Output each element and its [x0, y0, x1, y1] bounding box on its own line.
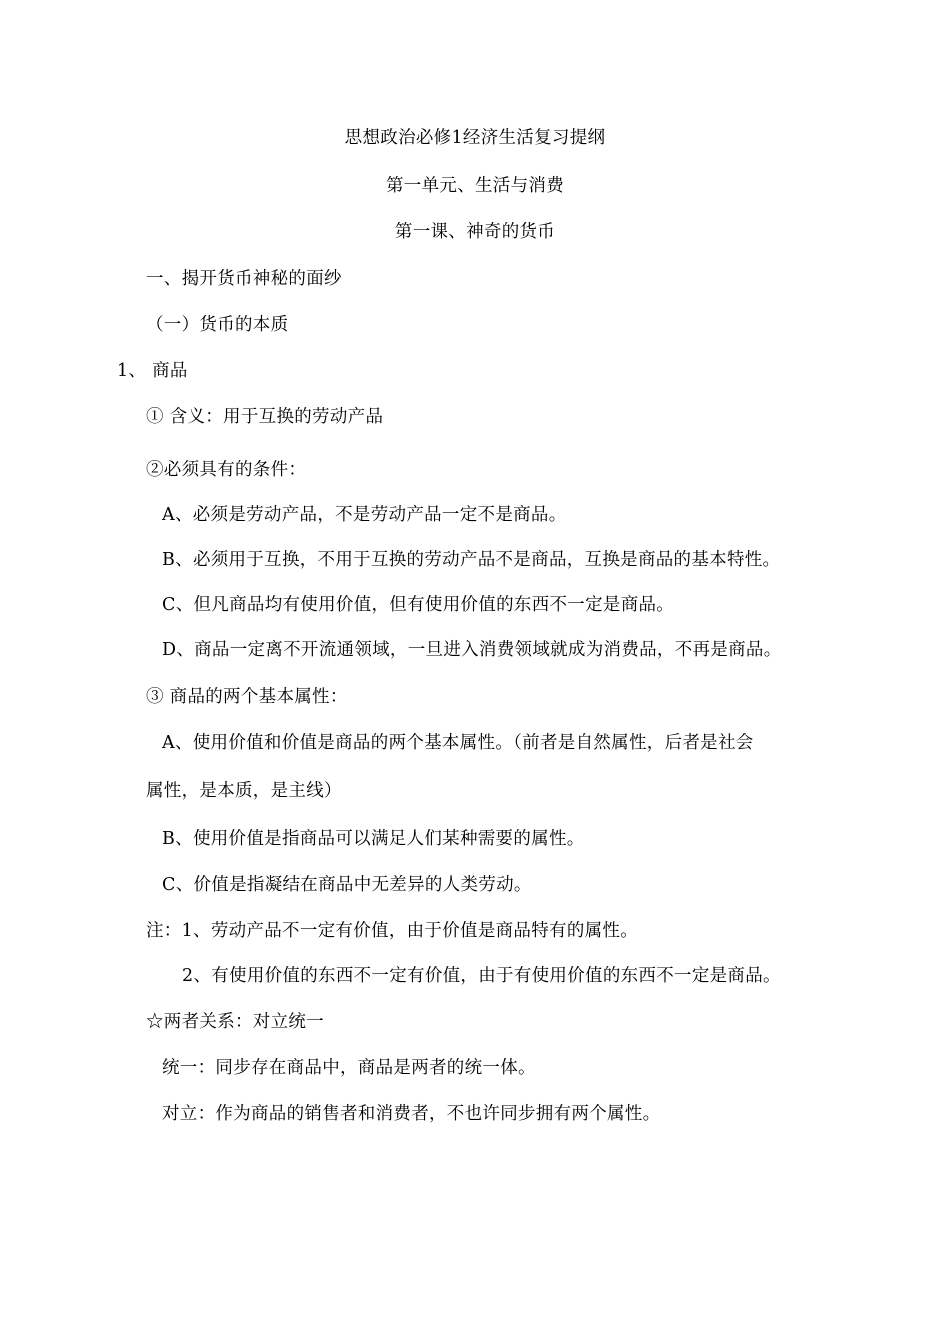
note-1: 注：1、劳动产品不一定有价值，由于价值是商品特有的属性。	[146, 921, 639, 941]
lesson-heading: 第一课、神奇的货币	[394, 222, 556, 242]
point-conditions: ②必须具有的条件：	[146, 460, 307, 480]
relation-title: ☆两者关系：对立统一	[146, 1012, 324, 1032]
attribute-b: B、使用价值是指商品可以满足人们某种需要的属性。	[162, 829, 585, 849]
document-title: 思想政治必修1经济生活复习提纲	[344, 128, 606, 148]
point-attributes: ③ 商品的两个基本属性：	[146, 687, 348, 707]
section-heading: 一、揭开货币神秘的面纱	[146, 269, 342, 289]
subsection-heading: （一）货币的本质	[146, 315, 289, 335]
unit-heading: 第一单元、生活与消费	[386, 176, 564, 196]
attribute-c: C、价值是指凝结在商品中无差异的人类劳动。	[162, 875, 532, 895]
condition-c: C、但凡商品均有使用价值，但有使用价值的东西不一定是商品。	[162, 595, 675, 615]
list-item-commodity: 1、 商品	[117, 361, 188, 381]
condition-a: A、必须是劳动产品，不是劳动产品一定不是商品。	[162, 505, 567, 525]
point-definition: ① 含义：用于互换的劳动产品	[146, 407, 384, 427]
note-2: 2、有使用价值的东西不一定有价值，由于有使用价值的东西不一定是商品。	[182, 966, 781, 986]
condition-b: B、必须用于互换，不用于互换的劳动产品不是商品，互换是商品的基本特性。	[162, 550, 781, 570]
relation-opposition: 对立：作为商品的销售者和消费者，不也许同步拥有两个属性。	[162, 1104, 661, 1124]
attribute-a-line1: A、使用价值和价值是商品的两个基本属性。（前者是自然属性，后者是社会	[162, 733, 754, 753]
attribute-a-line2: 属性，是本质，是主线）	[146, 781, 342, 801]
condition-d: D、商品一定离不开流通领域，一旦进入消费领域就成为消费品，不再是商品。	[162, 640, 782, 660]
relation-unity: 统一：同步存在商品中，商品是两者的统一体。	[162, 1058, 536, 1078]
